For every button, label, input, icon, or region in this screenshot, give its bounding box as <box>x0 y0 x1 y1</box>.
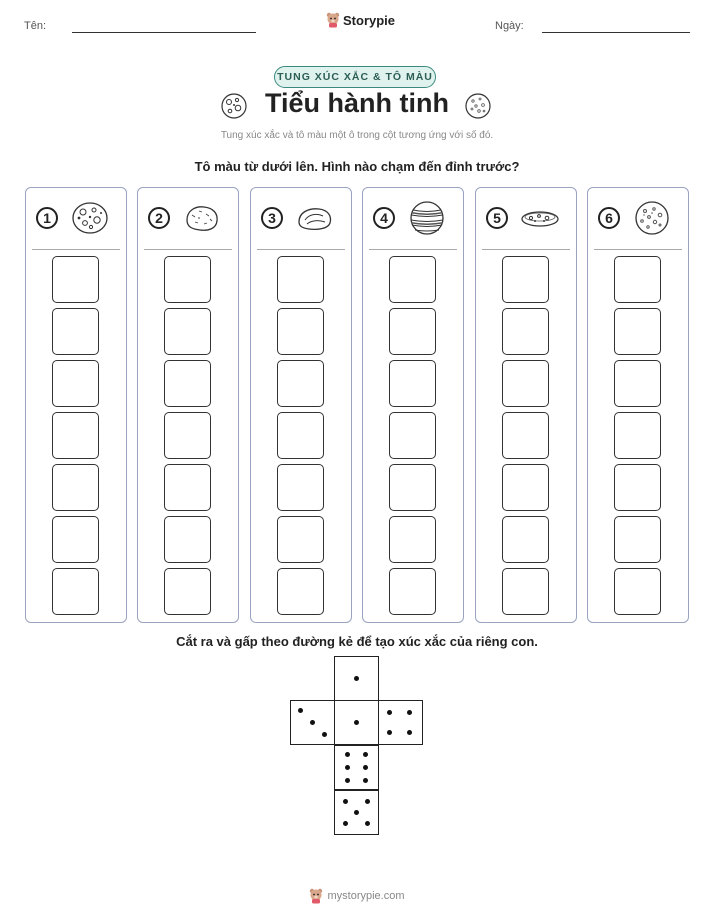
coloring-instruction: Tô màu từ dưới lên. Hình nào chạm đến đỉnh trước? <box>194 159 520 174</box>
color-box[interactable] <box>614 568 661 615</box>
color-box[interactable] <box>614 412 661 459</box>
color-box[interactable] <box>502 516 549 563</box>
dice-face-1 <box>334 656 379 701</box>
column-number: 1 <box>36 207 58 229</box>
color-box[interactable] <box>277 464 324 511</box>
cratered-asteroid-icon <box>70 200 110 236</box>
dice-pip <box>407 710 412 715</box>
dice-pip <box>363 765 368 770</box>
tracker-column-2 <box>137 187 239 623</box>
color-box[interactable] <box>614 516 661 563</box>
tracker-column-6 <box>587 187 689 623</box>
color-box[interactable] <box>502 308 549 355</box>
color-box[interactable] <box>614 360 661 407</box>
date-label: Ngày: <box>495 20 524 32</box>
color-box[interactable] <box>277 360 324 407</box>
name-line[interactable] <box>72 32 256 33</box>
color-box[interactable] <box>389 412 436 459</box>
color-box[interactable] <box>52 464 99 511</box>
dice-pip <box>343 799 348 804</box>
column-header <box>26 188 126 248</box>
color-box[interactable] <box>52 516 99 563</box>
column-divider <box>257 249 345 250</box>
dice-pip <box>322 732 327 737</box>
color-box[interactable] <box>52 256 99 303</box>
rough-rock-icon <box>182 200 222 236</box>
color-box[interactable] <box>502 360 549 407</box>
dice-pip <box>363 752 368 757</box>
dice-face-6 <box>334 745 379 790</box>
dice-face-5 <box>334 790 379 835</box>
dice-pip <box>354 720 359 725</box>
color-box[interactable] <box>614 308 661 355</box>
brand-logo <box>326 12 395 28</box>
color-box[interactable] <box>389 516 436 563</box>
flat-disc-asteroid-icon <box>520 200 560 236</box>
dice-pip <box>387 730 392 735</box>
color-box[interactable] <box>164 308 211 355</box>
column-number: 3 <box>261 207 283 229</box>
column-header <box>476 188 576 248</box>
dice-face-3 <box>290 700 335 745</box>
dice-pip <box>407 730 412 735</box>
tracker-column-5 <box>475 187 577 623</box>
dice-pip <box>354 810 359 815</box>
column-header <box>138 188 238 248</box>
brand-name: Storypie <box>343 12 396 28</box>
column-number: 4 <box>373 207 395 229</box>
color-box[interactable] <box>164 360 211 407</box>
dice-pip <box>387 710 392 715</box>
column-divider <box>369 249 457 250</box>
column-divider <box>144 249 232 250</box>
name-label: Tên: <box>24 20 47 32</box>
tracker-column-4 <box>362 187 464 623</box>
asteroid-decor-right-icon <box>464 92 492 120</box>
color-box[interactable] <box>502 412 549 459</box>
column-number: 2 <box>148 207 170 229</box>
column-divider <box>482 249 570 250</box>
color-box[interactable] <box>502 256 549 303</box>
color-box[interactable] <box>389 308 436 355</box>
column-number: 6 <box>598 207 620 229</box>
color-box[interactable] <box>52 308 99 355</box>
tracker-column-1 <box>25 187 127 623</box>
color-box[interactable] <box>389 568 436 615</box>
dice-pip <box>310 720 315 725</box>
color-box[interactable] <box>502 464 549 511</box>
color-box[interactable] <box>164 568 211 615</box>
dice-pip <box>354 676 359 681</box>
date-line[interactable] <box>542 32 690 33</box>
dice-pip <box>365 821 370 826</box>
page-title: Tiểu hành tinh <box>265 88 449 118</box>
color-box[interactable] <box>164 412 211 459</box>
color-box[interactable] <box>52 568 99 615</box>
column-divider <box>32 249 120 250</box>
dice-pip <box>365 799 370 804</box>
bear-mascot-footer-icon <box>309 888 323 904</box>
footer-url[interactable]: mystorypie.com <box>327 890 405 902</box>
striped-planet-icon <box>407 200 447 236</box>
color-box[interactable] <box>389 256 436 303</box>
cut-instruction: Cắt ra và gấp theo đường kẻ để tạo xúc xắc của riêng con. <box>176 634 538 649</box>
dice-pip <box>363 778 368 783</box>
color-box[interactable] <box>277 516 324 563</box>
color-box[interactable] <box>389 360 436 407</box>
column-header <box>251 188 351 248</box>
color-box[interactable] <box>277 256 324 303</box>
activity-badge: TUNG XÚC XẮC & TÔ MÀU <box>274 66 436 88</box>
color-box[interactable] <box>52 412 99 459</box>
color-box[interactable] <box>277 308 324 355</box>
color-box[interactable] <box>389 464 436 511</box>
color-box[interactable] <box>164 464 211 511</box>
dice-face-4 <box>378 700 423 745</box>
column-header <box>363 188 463 248</box>
color-box[interactable] <box>52 360 99 407</box>
color-box[interactable] <box>614 256 661 303</box>
column-number: 5 <box>486 207 508 229</box>
bear-mascot-icon <box>326 12 340 28</box>
dice-pip <box>345 778 350 783</box>
color-box[interactable] <box>277 568 324 615</box>
tracker-column-3 <box>250 187 352 623</box>
column-divider <box>594 249 682 250</box>
footer <box>0 888 714 904</box>
speckled-asteroid-icon <box>632 200 672 236</box>
column-header <box>588 188 688 248</box>
color-box[interactable] <box>614 464 661 511</box>
dice-pip <box>345 765 350 770</box>
dice-pip <box>345 752 350 757</box>
dice-pip <box>298 708 303 713</box>
color-box[interactable] <box>164 516 211 563</box>
dice-face-1 <box>334 700 379 745</box>
smooth-rock-icon <box>295 200 335 236</box>
page-subtitle: Tung xúc xắc và tô màu một ô trong cột tương ứng với số đó. <box>220 130 494 141</box>
color-box[interactable] <box>502 568 549 615</box>
dice-pip <box>343 821 348 826</box>
color-box[interactable] <box>164 256 211 303</box>
color-box[interactable] <box>277 412 324 459</box>
